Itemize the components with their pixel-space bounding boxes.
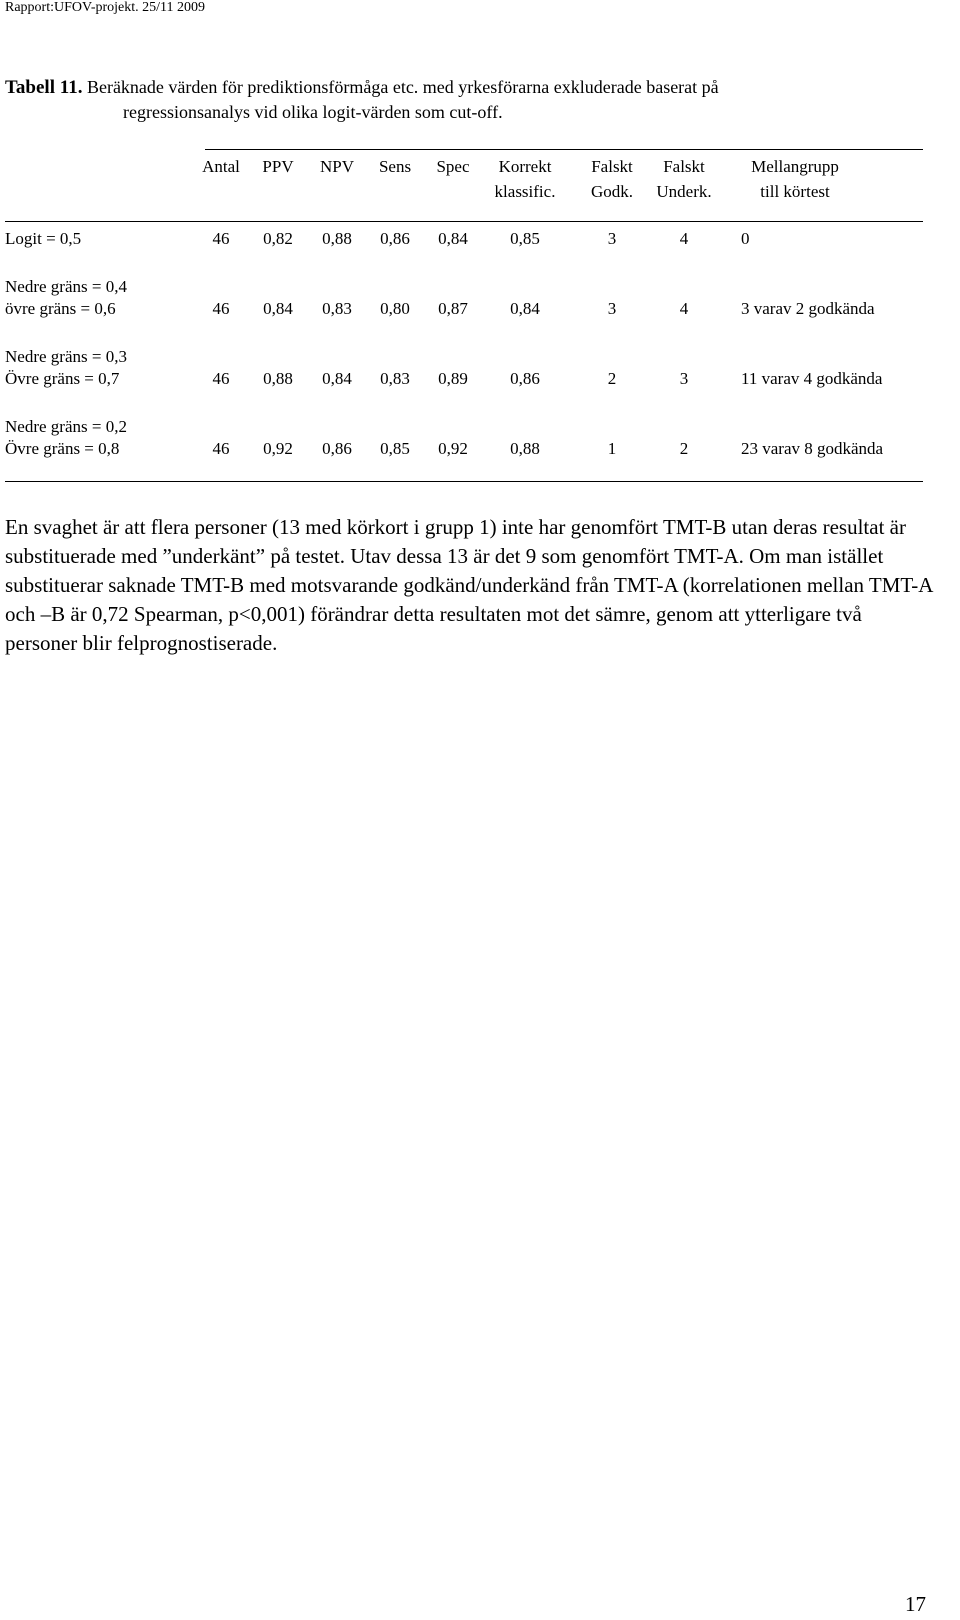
column-header-ppv	[262, 154, 293, 179]
table-cell: 0,85	[510, 229, 540, 248]
table-cell: 11 varav 4 godkända	[741, 369, 883, 388]
column-header-line1: Antal	[202, 157, 240, 176]
table-cell: 0,92	[438, 439, 468, 458]
row-label-range-03-07	[5, 346, 127, 390]
running-header: Rapport:UFOV-projekt. 25/11 2009	[5, 0, 206, 15]
table-cell: 0,87	[438, 299, 468, 318]
table-cell: 0,84	[322, 369, 352, 388]
column-header-line1: Falskt	[591, 157, 633, 176]
table-caption-label: Tabell 11.	[5, 77, 83, 98]
table-cell: 0,92	[263, 439, 293, 458]
table-cell: 0,84	[438, 229, 468, 248]
table-cell: 0,86	[510, 369, 540, 388]
table-cell: 0,82	[263, 229, 293, 248]
row-label-line2: övre gräns = 0,6	[5, 299, 116, 318]
column-header-sens	[379, 154, 411, 179]
table-cell: 0,89	[438, 369, 468, 388]
table-cell: 46	[212, 369, 230, 388]
table-cell: 46	[212, 299, 230, 318]
row-label-line2: Logit = 0,5	[5, 229, 82, 248]
table-cell: 4	[679, 299, 689, 318]
column-header-line1: Spec	[436, 157, 470, 176]
row-label-line2: Övre gräns = 0,8	[5, 439, 120, 458]
column-header-line2: till körtest	[760, 182, 830, 201]
table-cell: 0,83	[322, 299, 352, 318]
table-cell: 4	[679, 229, 689, 248]
table-cell: 0,86	[322, 439, 352, 458]
column-header-line2: klassific.	[494, 182, 556, 201]
table-header-rule	[5, 221, 923, 222]
table-bottom-rule	[5, 481, 923, 482]
table-cell: 0,88	[263, 369, 293, 388]
table-cell: 0	[741, 229, 750, 248]
table-cell: 46	[212, 439, 230, 458]
table-cell: 0,83	[380, 369, 410, 388]
row-label-range-04-06	[5, 276, 127, 320]
table-top-rule	[205, 149, 923, 150]
row-label-line1: Nedre gräns = 0,2	[5, 417, 127, 436]
table-cell: 3	[607, 299, 617, 318]
table-cell: 46	[212, 229, 230, 248]
table-cell: 0,85	[380, 439, 410, 458]
table-caption-text-line1: Beräknade värden för prediktionsförmåga etc. med yrkesförarna exkluderade baserat på	[86, 77, 719, 97]
column-header-line1: Korrekt	[498, 157, 552, 176]
column-header-line1: Falskt	[663, 157, 705, 176]
column-header-antal	[202, 154, 240, 179]
column-header-line1: PPV	[262, 157, 294, 176]
table-cell: 2	[607, 369, 617, 388]
column-header-line1: Sens	[378, 157, 412, 176]
column-header-falskt-underk	[656, 154, 711, 204]
table-cell: 0,88	[510, 439, 540, 458]
column-header-line2: Godk.	[590, 182, 634, 201]
table-cell: 1	[607, 439, 617, 458]
row-label-logit	[5, 228, 81, 250]
row-label-line1: Nedre gräns = 0,3	[5, 347, 127, 366]
row-label-range-02-08	[5, 416, 127, 460]
column-header-korrekt	[495, 154, 556, 204]
column-header-falskt-godk	[591, 154, 633, 204]
column-header-spec	[436, 154, 469, 179]
table-caption	[5, 75, 905, 124]
table-cell: 3	[607, 229, 617, 248]
table-cell: 2	[679, 439, 689, 458]
table-cell: 0,86	[380, 229, 410, 248]
table-cell: 23 varav 8 godkända	[741, 439, 884, 458]
table-cell: 3 varav 2 godkända	[741, 299, 875, 318]
table-cell: 0,84	[263, 299, 293, 318]
table-cell: 0,84	[510, 299, 540, 318]
body-paragraph: En svaghet är att flera personer (13 med körkort i grupp 1) inte har genomfört TMT-B utan deras resultat är substituerade med ”underkänt” på testet. Utav dessa 13 är det 9 som genomfört TMT-A. Om man istället substituerar saknade TMT-B med motsvarande godkänd/underkänd från TMT-A (korrelationen mellan TMT-A och –B är 0,72 Spearman, p<0,001) förändrar detta resultaten mot det sämre, genom att ytterligare två personer blir felprognostiserade.	[5, 515, 933, 655]
row-label-line1: Nedre gräns = 0,4	[5, 277, 127, 296]
column-header-line1: NPV	[319, 157, 355, 176]
row-label-line2: Övre gräns = 0,7	[5, 369, 120, 388]
page-number: 17	[905, 1592, 926, 1616]
table-cell: 3	[679, 369, 689, 388]
table-caption-text-line2: regressionsanalys vid olika logit-värden som cut-off.	[123, 102, 503, 122]
column-header-line1: Mellangrupp	[751, 157, 839, 176]
column-header-line2: Underk.	[656, 182, 712, 201]
table-cell: 0,80	[380, 299, 410, 318]
column-header-npv	[320, 154, 354, 179]
column-header-mellangrupp	[751, 154, 839, 204]
table-cell: 0,88	[322, 229, 352, 248]
